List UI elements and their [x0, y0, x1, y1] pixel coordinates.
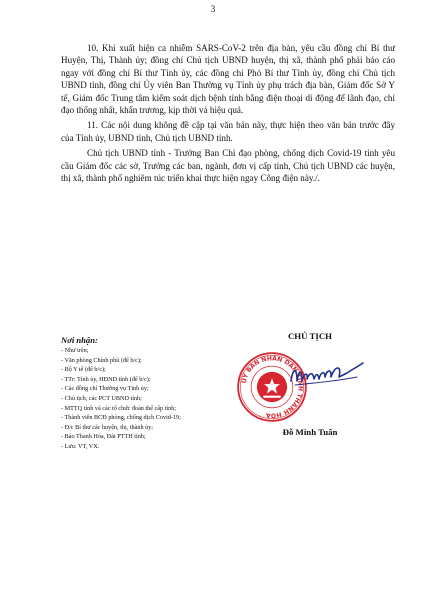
recipient-item: - Lưu: VT, VX. [61, 442, 100, 450]
recipients-title: Nơi nhận: [61, 335, 98, 345]
recipients-list [61, 346, 261, 452]
paragraph-11: 11. Các nội dung không đề cập tại văn bản này, thực hiện theo văn bản trước đây của Tỉnh ủy, UBND tỉnh, Chủ tịch UBND tỉnh. [61, 120, 395, 143]
signer-name: Đỗ Minh Tuấn [282, 427, 338, 437]
paragraph-closing: Chủ tịch UBND tỉnh - Trưởng Ban Chỉ đạo phòng, chống dịch Covid-19 tỉnh yêu cầu Giám đốc các sở, Trưởng các ban, ngành, đơn vị cấp tỉnh, Chủ tịch UBND các huyện, thị xã, thành phố nghiêm túc triển khai thực hiện ngay Công điện này./. [61, 148, 395, 184]
recipient-item: - Chủ tịch, các PCT UBND tỉnh; [61, 394, 142, 402]
recipient-item: - Đ/c Bí thư các huyện, thị, thành ủy; [61, 423, 154, 431]
paragraph-10: 10. Khi xuất hiện ca nhiễm SARS-CoV-2 trên địa bàn, yêu cầu đồng chí Bí thư Huyện, Thị, Thành ủy; đồng chí Chủ tịch UBND huyện, thị xã, thành phố phải báo cáo ngay với đồng chí Bí thư Tỉnh ủy, các đồng chí Phó Bí thư Tỉnh ủy, đồng chí Chủ tịch UBND tỉnh, đồng chí Ủy viên Ban Thường vụ Tỉnh ủy phụ trách địa bàn, Giám đốc Sở Y tế, Giám đốc Trung tâm kiểm soát dịch bệnh tỉnh bằng điện thoại di động để lãnh đạo, chỉ đạo thống nhất, khẩn trương, kịp thời và hiệu quả. [61, 43, 395, 116]
emblem-icon [257, 372, 287, 402]
handwritten-signature [287, 355, 367, 395]
document-body [61, 42, 395, 187]
signer-title: CHỦ TỊCH [287, 331, 333, 341]
recipient-item: - Thành viên BCĐ phòng, chống dịch Covid-19; [61, 414, 181, 422]
page-number: 3 [210, 4, 216, 14]
recipient-item: - Văn phòng Chính phủ (để b/c); [61, 356, 142, 364]
recipient-item: - Như trên; [61, 347, 89, 354]
recipient-item: - Các đồng chí Thường vụ Tỉnh ủy; [61, 385, 149, 393]
seal-text: ỦY BAN NHÂN DÂN TỈNH THANH HÓA [240, 355, 304, 419]
recipient-item: - Báo Thanh Hóa, Đài PTTH tỉnh; [61, 433, 146, 441]
recipients-block [61, 334, 261, 452]
recipient-item: - Bộ Y tế (để b/c); [61, 366, 106, 374]
recipient-item: - TTr: Tỉnh ủy, HĐND tỉnh (để b/c); [61, 375, 151, 383]
recipient-item: - MTTQ tỉnh và các tổ chức đoàn thể cấp tỉnh; [61, 404, 177, 412]
